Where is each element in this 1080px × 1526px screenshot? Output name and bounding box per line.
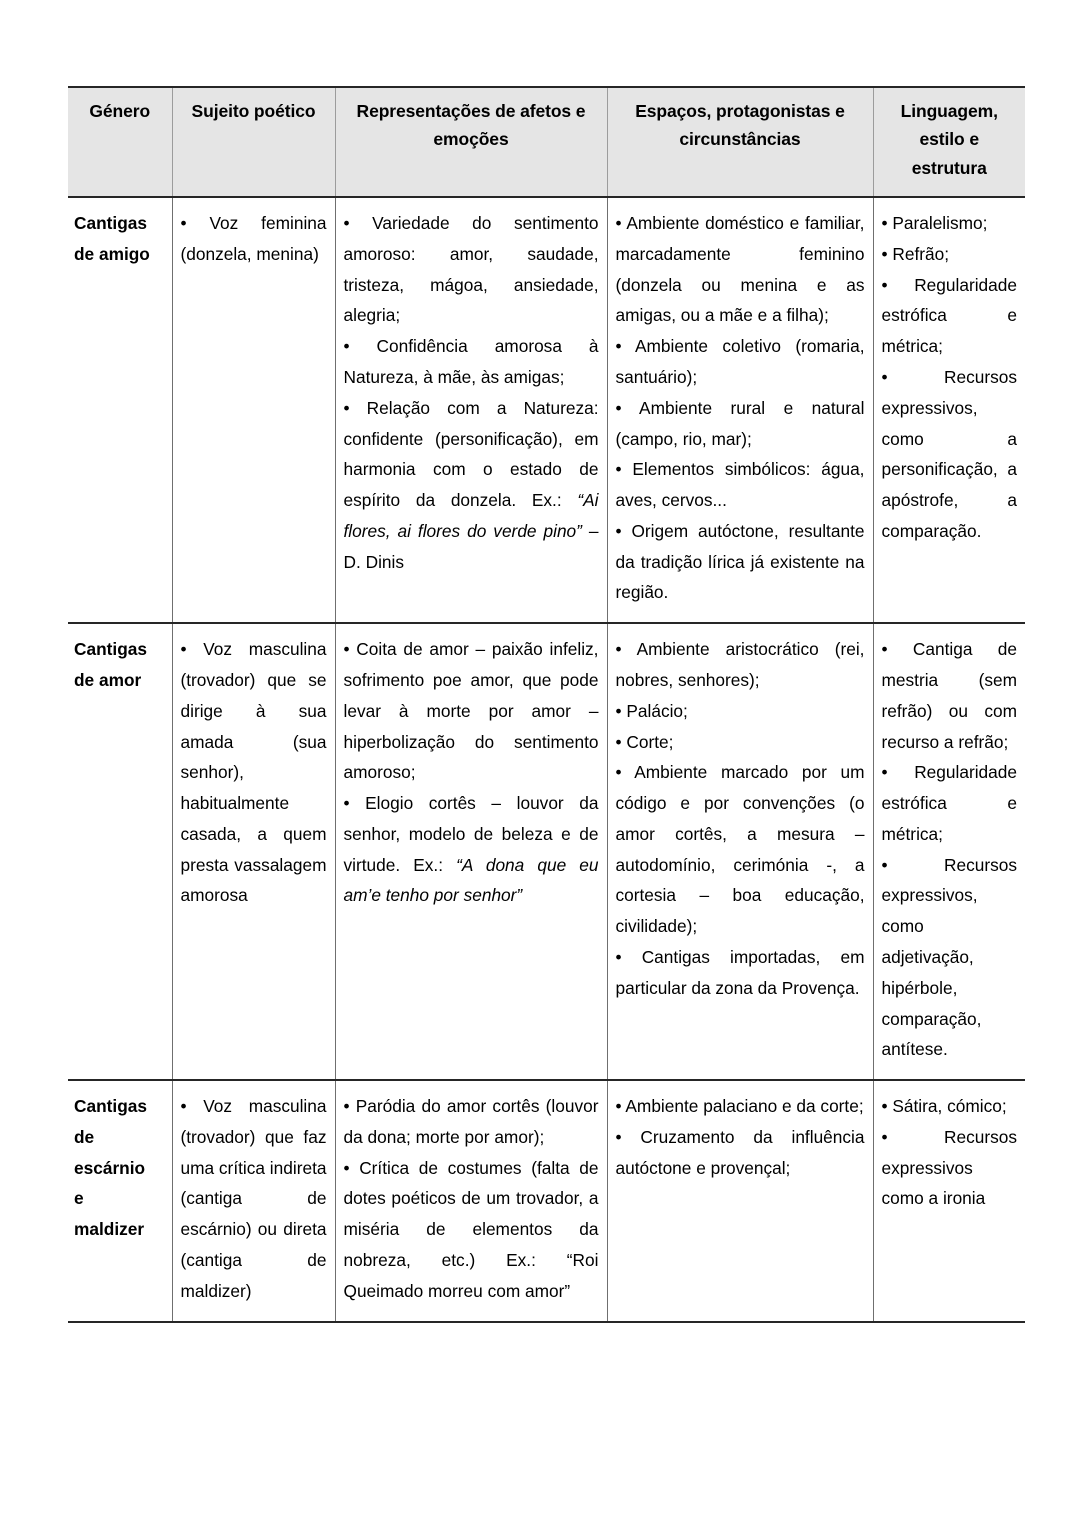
column-header-genero: Género [68,87,172,197]
bullet-list [344,634,599,911]
genre-line: Cantigas [74,213,147,234]
cell-linguagem-amor [873,623,1025,1080]
cell-sujeito-escarnio [172,1080,335,1321]
column-header-sujeito-poetico: Sujeito poético [172,87,335,197]
quote-a-dona-que: “A dona que eu am’e tenho por senhor” [343,854,599,906]
list-item: • Origem autóctone, resultante da tradição lírica já existente na região. [615,520,865,603]
list-item: • Confidência amorosa à Natureza, à mãe, às amigas; [343,336,599,387]
list-item: • Recursos expressivos como a ironia [881,1126,1017,1209]
list-item: • Paródia do amor cortês (louvor da dona; morte por amor); [343,1096,599,1147]
bullet-list [344,208,599,577]
bullet-list [616,634,865,1003]
list-item: • Palácio; [615,700,688,721]
list-item: • Ambiente marcado por um código e por convenções (o amor cortês, a mesura – autodomínio, cerimónia -, a cortesia – boa educação, civilidade); [615,762,865,937]
cell-linguagem-amigo [873,197,1025,623]
list-item: • Recursos expressivos, como adjetivação, hipérbole, comparação, antítese. [881,854,1017,1060]
table-body [68,197,1025,1322]
genre-line: escárnio [74,1157,146,1178]
list-item: • Elementos simbólicos: água, aves, cervos... [615,459,865,511]
list-item: • Regularidade estrófica e métrica; [881,762,1017,844]
list-item: • Refrão; [881,243,950,264]
list-item: • Cantiga de mestria (sem refrão) ou com recurso a refrão; [881,639,1017,752]
table-row [68,1080,1025,1321]
bullet-list [882,1091,1018,1214]
list-item: • Relação com a Natureza: confidente (personificação), em harmonia com o estado de espírito da donzela. Ex.: “Ai flores, ai flores do verde pino” – D. Dinis [343,397,599,572]
list-item: • Ambiente doméstico e familiar, marcadamente feminino (donzela ou menina e as amigas, ou a mãe e a filha); [615,213,865,326]
column-header-espacos-protagonistas: Espaços, protagonistas e circunstâncias [607,87,873,197]
quote-ai-flores: “Ai flores, ai flores do verde pino” [343,490,599,541]
cell-genre-amor [68,623,172,1080]
table-row [68,623,1025,1080]
bullet-list [616,208,865,608]
cell-afetos-amor [335,623,607,1080]
list-item: • Corte; [615,731,674,752]
genre-line: maldizer [74,1219,145,1240]
list-item: • Ambiente coletivo (romaria, santuário); [615,336,865,387]
genre-line: Cantigas [74,1096,147,1117]
list-item: • Paralelismo; [881,213,988,234]
list-item: • Crítica de costumes (falta de dotes poéticos de um trovador, a miséria de elementos da nobreza, etc.) Ex.: “Roi Queimado morreu com amor” [343,1157,599,1301]
cell-espacos-amor [607,623,873,1080]
cell-sujeito-amigo [172,197,335,623]
genre-line: de amigo [74,243,150,264]
bullet-list [882,208,1018,547]
cell-espacos-amigo [607,197,873,623]
list-item: • Voz masculina (trovador) que se dirige à sua amada (sua senhor), habitualmente casada, a quem presta vassalagem amorosa [180,639,327,906]
cell-afetos-amigo [335,197,607,623]
genre-line: de amor [74,669,142,690]
header-row [68,87,1025,197]
list-item: • Recursos expressivos, como a personificação, a apóstrofe, a comparação. [881,366,1017,541]
cell-genre-amigo [68,197,172,623]
table-row [68,197,1025,623]
list-item: • Regularidade estrófica e métrica; [881,274,1017,357]
genre-line: de [74,1126,95,1147]
list-item: • Voz masculina (trovador) que faz uma crítica indireta (cantiga de escárnio) ou direta (cantiga de maldizer) [180,1096,327,1301]
table-header [68,87,1025,197]
bullet-list [616,1091,865,1183]
bullet-list [181,1091,327,1306]
list-item: • Ambiente palaciano e da corte; [615,1096,864,1117]
bullet-list [344,1091,599,1306]
cell-linguagem-escarnio [873,1080,1025,1321]
cell-genre-escarnio [68,1080,172,1321]
list-item: • Cruzamento da influência autóctone e provençal; [615,1126,865,1178]
list-item: • Voz feminina (donzela, menina) [180,213,327,264]
list-item: • Ambiente aristocrático (rei, nobres, senhores); [615,639,865,690]
bullet-list [181,634,327,911]
cell-sujeito-amor [172,623,335,1080]
genre-line: Cantigas [74,639,147,660]
bullet-list [882,634,1018,1065]
list-item: • Ambiente rural e natural (campo, rio, mar); [615,397,865,449]
list-item: • Coita de amor – paixão infeliz, sofrimento poe amor, que pode levar à morte por amor – hiperbolização do sentimento amoroso; [343,639,599,783]
list-item: • Sátira, cómico; [881,1096,1007,1117]
genre-line: e [74,1188,84,1209]
column-header-representacoes-afetos: Representações de afetos e emoções [335,87,607,197]
column-header-linguagem-estilo: Linguagem, estilo e estrutura [873,87,1025,197]
list-item: • Variedade do sentimento amoroso: amor, saudade, tristeza, mágoa, ansiedade, alegria; [343,213,599,326]
list-item: • Elogio cortês – louvor da senhor, modelo de beleza e de virtude. Ex.: “A dona que eu am’e tenho por senhor” [343,793,599,906]
cantigas-summary-table [68,86,1025,1323]
bullet-list [181,208,327,270]
cell-espacos-escarnio [607,1080,873,1321]
cell-afetos-escarnio [335,1080,607,1321]
list-item: • Cantigas importadas, em particular da zona da Provença. [615,947,865,998]
